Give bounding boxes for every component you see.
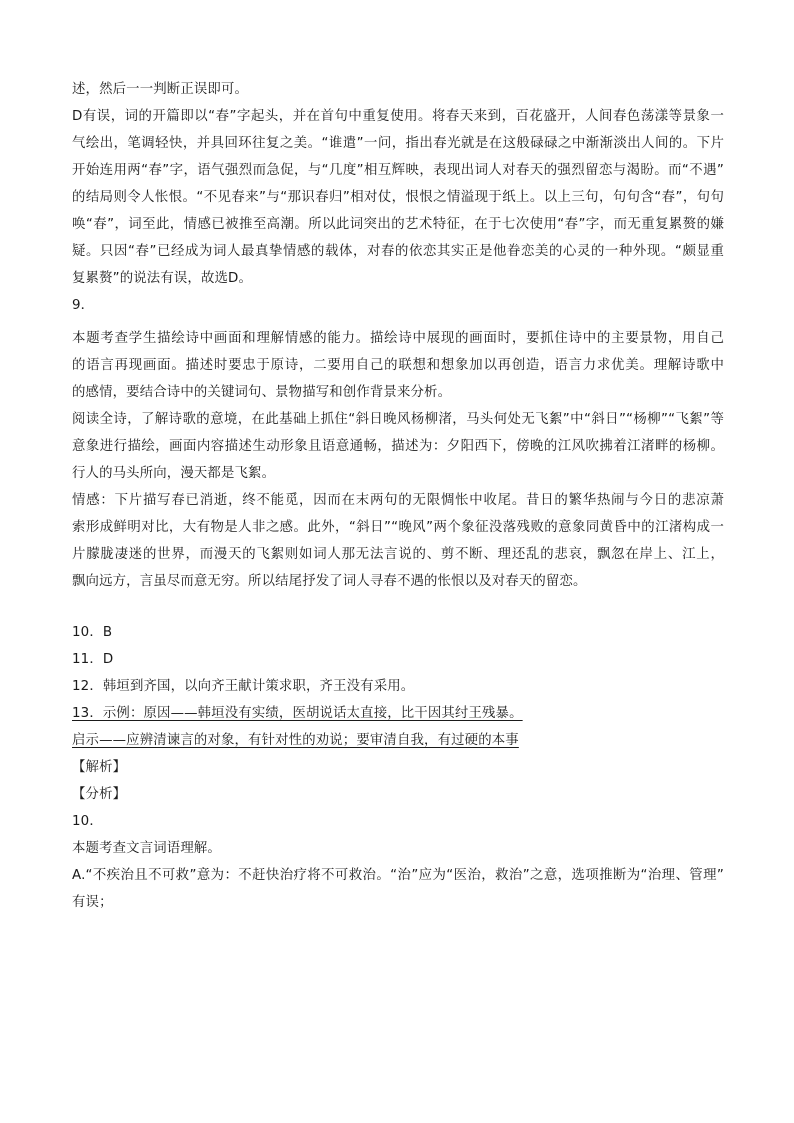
text-line: 的语言再现画面。描述时要忠于原诗，二要用自己的联想和想象加以再创造，语言力求优美。理解诗歌中 (72, 358, 724, 373)
text-line: 的感情，要结合诗中的关键词句、景物描写和创作背景来分析。 (72, 385, 452, 400)
text-line: 行人的马头所向，漫天都是飞絮。 (72, 466, 276, 481)
text-line: 的结局则令人怅恨。“不见春来”与“那识春归”相对仗，恨恨之情溢现于纸上。以上三句，句句含“春”，句句 (72, 190, 724, 205)
answer-10: 10．B (72, 625, 113, 640)
text-line: 本题考查文言词语理解。 (72, 841, 221, 856)
text-line: 疑。只因“春”已经成为词人最真挚情感的载体，对春的依恋其实正是他眷恋美的心灵的一种外现。“颇显重 (72, 244, 724, 259)
text-line: 述，然后一一判断正误即可。 (72, 82, 249, 97)
text-line: 唤“春”，词至此，情感已被推至高潮。所以此词突出的艺术特征，在于七次使用“春”字，而无重复累赘的嫌 (72, 217, 724, 232)
text-line: 情感：下片描写春已消逝，终不能觅，因而在末两句的无限惆怅中收尾。昔日的繁华热闹与今日的悲凉萧 (72, 493, 724, 508)
text-line: 本题考查学生描绘诗中画面和理解情感的能力。描绘诗中展现的画面时，要抓住诗中的主要景物，用自己 (72, 331, 724, 346)
text-line: 飘向远方，言虽尽而意无穷。所以结尾抒发了词人寻春不遇的怅恨以及对春天的留恋。 (72, 574, 587, 589)
text-line: 复累赘”的说法有误，故选D。 (72, 271, 253, 286)
text-line: 有误； (72, 895, 113, 910)
text-line: 阅读全诗，了解诗歌的意境，在此基础上抓住“斜日晚风杨柳渚，马头何处无飞絮”中“斜日”“杨柳”“飞絮”等 (72, 412, 724, 427)
section-heading-breakdown: 【分析】 (72, 787, 127, 802)
text-line: 片朦胧凄迷的世界，而漫天的飞絮则如词人那无法言说的、剪不断、理还乱的悲哀，飘忽在岸上、江上， (72, 547, 724, 562)
text-line: 开始连用两“春”字，语气强烈而急促，与“几度”相互辉映，表现出词人对春天的强烈留恋与渴盼。而“不遇” (72, 163, 724, 178)
section-heading-analysis: 【解析】 (72, 760, 127, 775)
text-line: D有误，词的开篇即以“春”字起头，并在首句中重复使用。将春天来到，百花盛开，人间春色荡漾等景象一 (72, 109, 724, 124)
document-page (72, 76, 724, 916)
question-number: 10． (72, 814, 103, 829)
text-line: 意象进行描绘，画面内容描述生动形象且语意通畅，描述为：夕阳西下，傍晚的江风吹拂着江渚畔的杨柳。 (72, 439, 724, 454)
question-number: 9． (72, 298, 95, 313)
answer-13: 13．示例：原因——韩垣没有实绩，医胡说话太直接，比干因其纣王残暴。 (72, 706, 523, 721)
text-line: A.“不疾治且不可救”意为：不赶快治疗将不可救治。“治”应为“医治，救治”之意，选项推断为“治理、管理” (72, 868, 724, 883)
answer-12: 12．韩垣到齐国，以向齐王献计策求职，齐王没有采用。 (72, 679, 415, 694)
text-line: 气绘出，笔调轻快，并具回环往复之美。“谁遣”一问，指出春光就是在这般碌碌之中渐渐淡出人间的。下片 (72, 136, 724, 151)
answer-13-continued: 启示——应辨清谏言的对象，有针对性的劝说；要审清自我，有过硬的本事 (72, 733, 519, 748)
answer-11: 11．D (72, 652, 114, 667)
text-line: 索形成鲜明对比，大有物是人非之感。此外，“斜日”“晚风”两个象征没落残败的意象同黄昏中的江渚构成一 (72, 520, 724, 535)
